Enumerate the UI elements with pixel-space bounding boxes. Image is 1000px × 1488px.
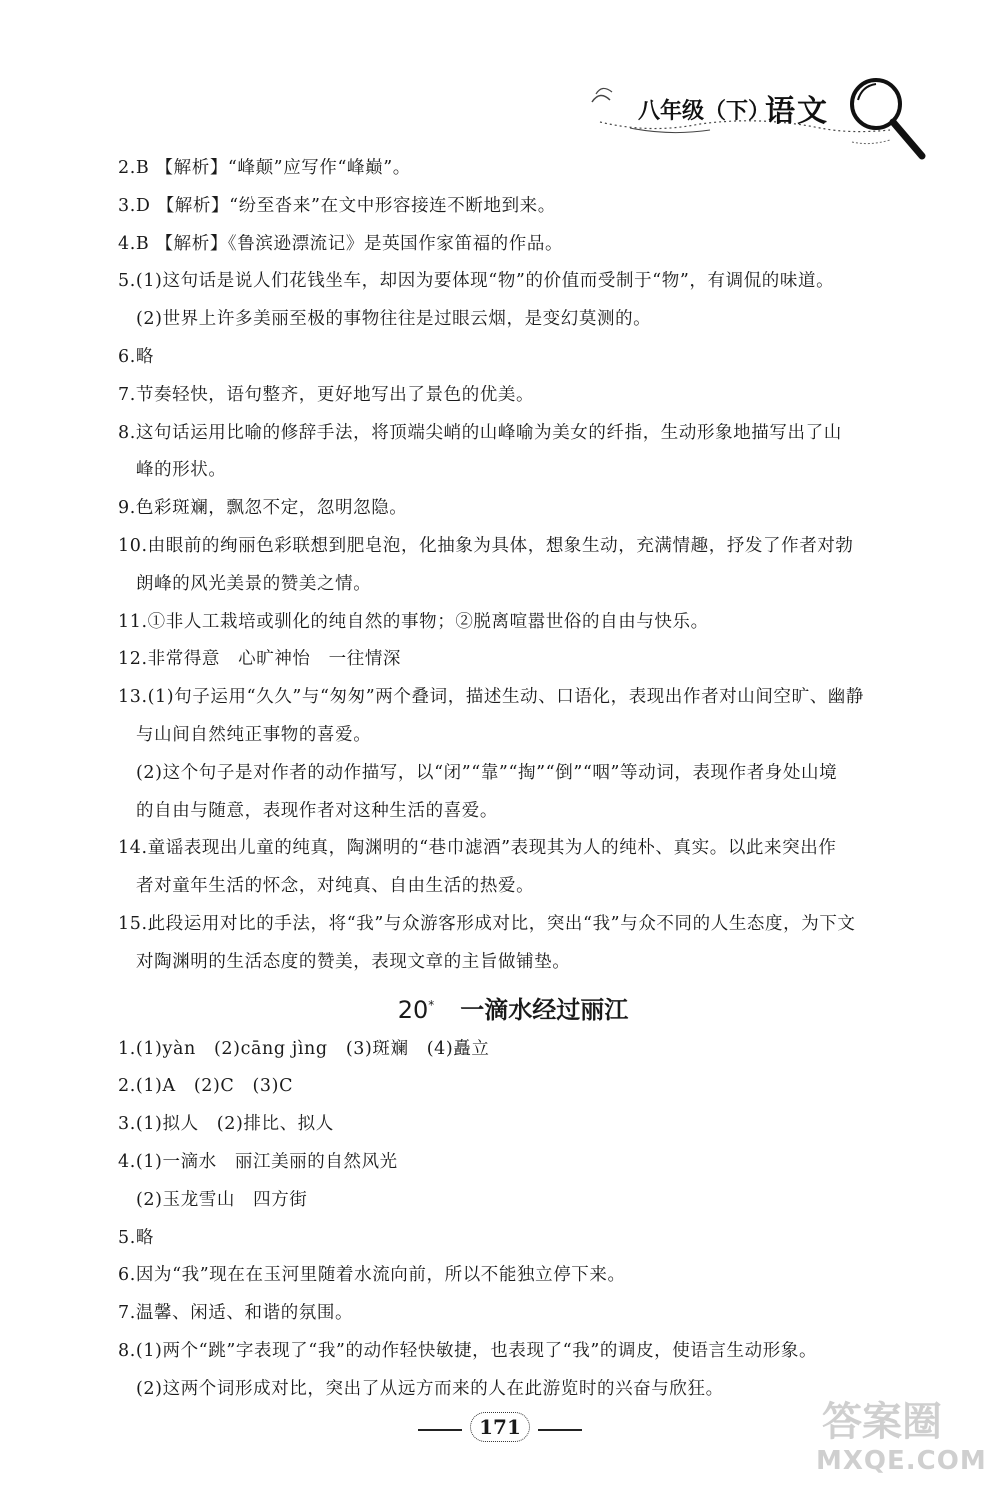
answer-line: 15.此段运用对比的手法，将“我”与众游客形成对比，突出“我”与众不同的人生态度，为下文	[118, 913, 856, 934]
answer-line: 的自由与随意，表现作者对这种生活的喜爱。	[136, 800, 498, 821]
answer-line: 8.(1)两个“跳”字表现了“我”的动作轻快敏捷，也表现了“我”的调皮，使语言生动形象。	[118, 1340, 818, 1361]
answer-line: 7.温馨、闲适、和谐的氛围。	[118, 1303, 354, 1324]
answer-line: 峰的形状。	[136, 460, 227, 481]
answers-section-20	[118, 1031, 908, 1409]
footer-rule-left	[418, 1429, 462, 1431]
answer-line: 2.(1)A (2)C (3)C	[118, 1076, 294, 1097]
answer-line: (2)这两个词形成对比，突出了从远方而来的人在此游览时的兴奋与欣狂。	[136, 1378, 724, 1399]
answer-line: 对陶渊明的生活态度的赞美，表现文章的主旨做铺垫。	[136, 951, 571, 972]
answer-line: 3.D 【解析】“纷至沓来”在文中形容接连不断地到来。	[118, 195, 556, 216]
section-number: 20*	[397, 995, 435, 1024]
answer-line: 10.由眼前的绚丽色彩联想到肥皂泡，化抽象为具体，想象生动，充满情趣，抒发了作者对勃	[118, 535, 854, 556]
answer-line: 6.略	[118, 346, 154, 367]
answer-line: 12.非常得意 心旷神怡 一往情深	[118, 649, 402, 670]
answer-line: 9.色彩斑斓，飘忽不定，忽明忽隐。	[118, 498, 408, 519]
answer-line: (2)玉龙雪山 四方街	[136, 1189, 308, 1210]
watermark	[812, 1390, 992, 1480]
answer-line: 5.(1)这句话是说人们花钱坐车，却因为要体现“物”的价值而受制于“物”，有调侃的味道。	[118, 271, 835, 292]
answer-line: 13.(1)句子运用“久久”与“匆匆”两个叠词，描述生动、口语化，表现出作者对山间空旷、幽静	[118, 687, 865, 708]
answer-line: 2.B 【解析】“峰颠”应写作“峰巅”。	[118, 158, 411, 178]
page-number: 171	[470, 1412, 530, 1442]
answer-line: 7.节奏轻快，语句整齐，更好地写出了景色的优美。	[118, 384, 535, 405]
section-title	[118, 984, 908, 1031]
answer-line: 4.B 【解析】《鲁滨逊漂流记》是英国作家笛福的作品。	[118, 233, 564, 254]
answer-content	[118, 150, 908, 1409]
answer-line: 朗峰的风光美景的赞美之情。	[136, 573, 372, 594]
answer-line: 6.因为“我”现在在玉河里随着水流向前，所以不能独立停下来。	[118, 1265, 626, 1286]
answer-line: 3.(1)拟人 (2)排比、拟人	[118, 1114, 334, 1135]
answer-line: (2)世界上许多美丽至极的事物往往是过眼云烟，是变幻莫测的。	[136, 309, 652, 330]
watermark-logo: 答案圈	[822, 1399, 942, 1445]
answer-line: 14.童谣表现出儿童的纯真，陶渊明的“巷巾滤酒”表现其为人的纯朴、真实。以此来突出作	[118, 838, 837, 859]
header-subject: 语文	[765, 94, 829, 129]
section-title-text: 一滴水经过丽江	[460, 995, 629, 1024]
answers-section-19	[118, 150, 908, 982]
answer-line: 者对童年生活的怀念，对纯真、自由生活的热爱。	[136, 876, 535, 897]
answer-line: 1.(1)yàn (2)cāng jìng (3)斑斓 (4)矗立	[118, 1038, 490, 1059]
header-grade: 八年级（下）	[638, 99, 771, 124]
answer-line: 11.①非人工栽培或驯化的纯自然的事物；②脱离喧嚣世俗的自由与快乐。	[118, 611, 709, 632]
section-star: *	[428, 997, 435, 1012]
answer-line: 5.略	[118, 1227, 154, 1248]
answer-line: 与山间自然纯正事物的喜爱。	[136, 724, 372, 745]
answer-line: (2)这个句子是对作者的动作描写，以“闭”“靠”“掏”“倒”“咽”等动词，表现作者身处山境	[136, 762, 838, 783]
page-header	[590, 72, 950, 162]
answer-line: 8.这句话运用比喻的修辞手法，将顶端尖峭的山峰喻为美女的纤指，生动形象地描写出了山	[118, 422, 842, 443]
answer-line: 4.(1)一滴水 丽江美丽的自然风光	[118, 1151, 398, 1172]
watermark-url: MXQE.COM	[816, 1446, 987, 1476]
footer-rule-right	[538, 1429, 582, 1431]
